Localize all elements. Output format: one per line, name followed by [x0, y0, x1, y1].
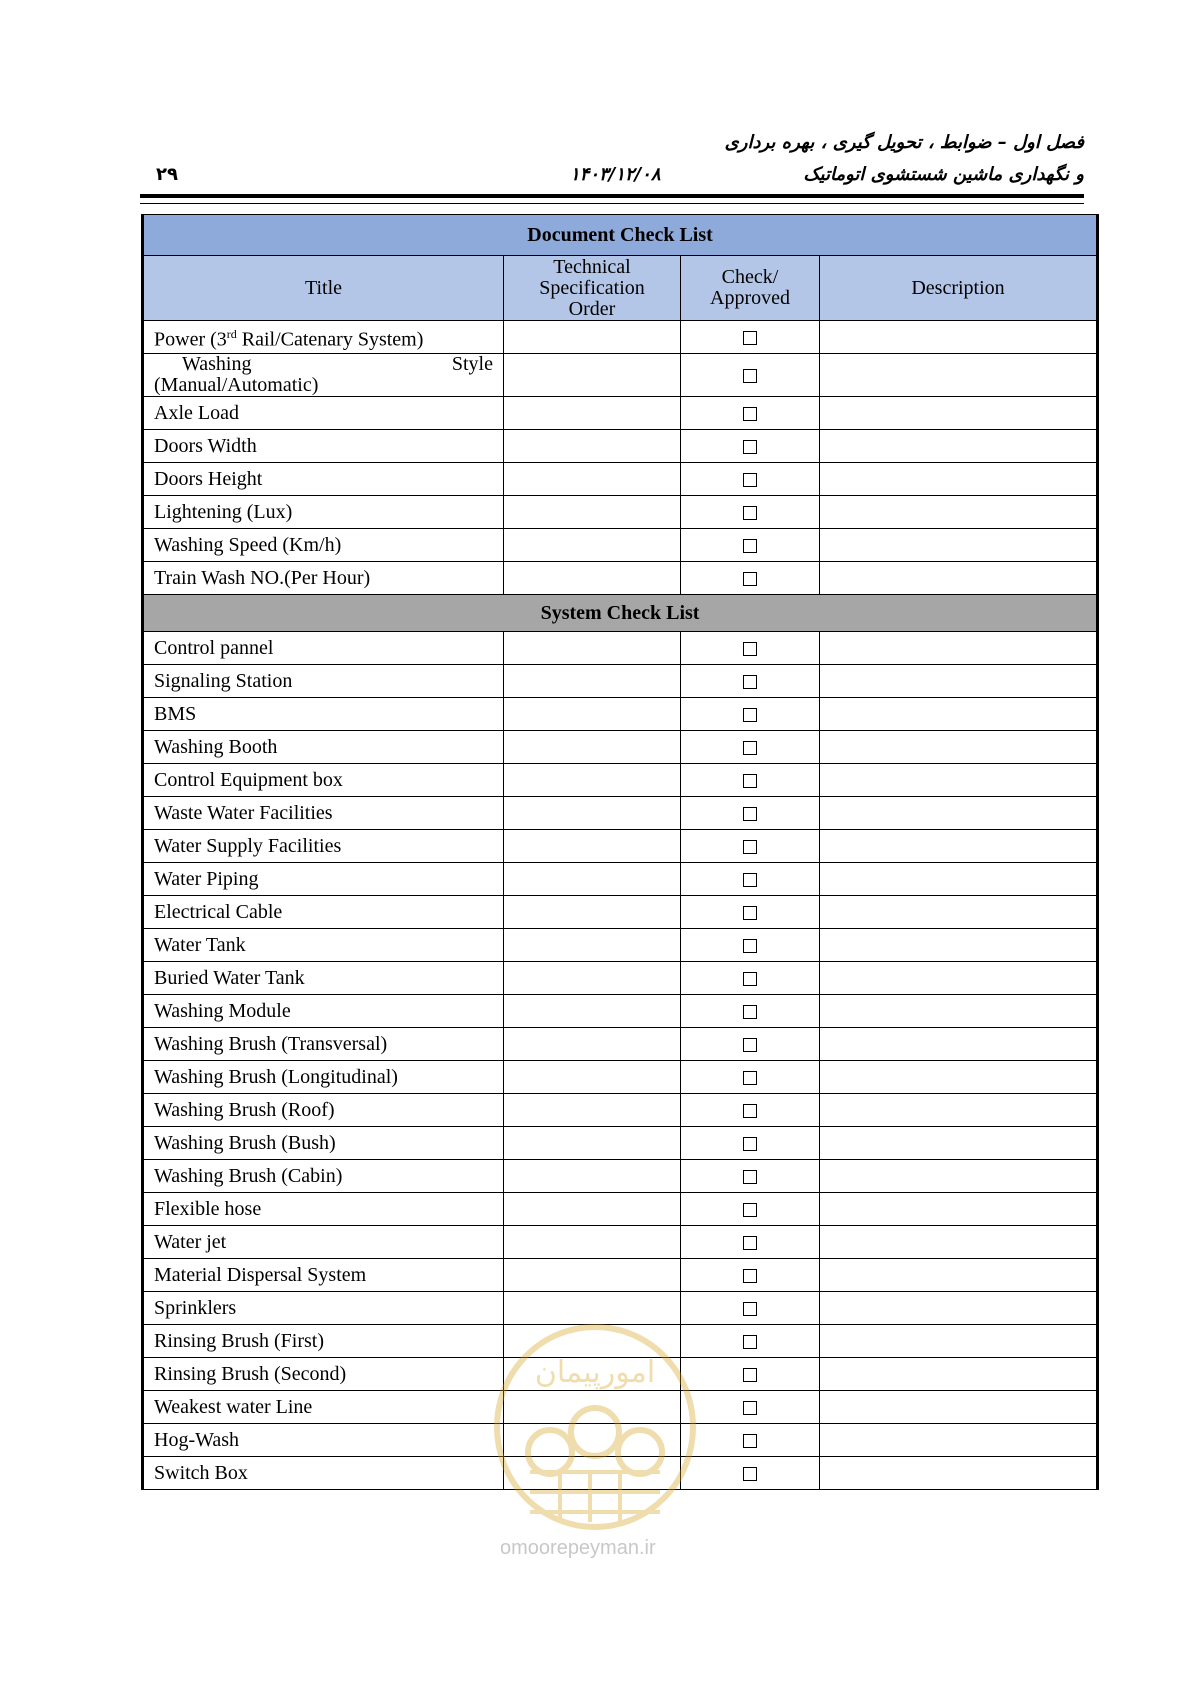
chapter-title-line1: فصل اول – ضوابط ، تحویل گیری ، بهره برداری [724, 132, 1084, 153]
row-title: Washing Module [143, 995, 504, 1028]
checkbox-icon[interactable] [743, 539, 757, 553]
row-title: Axle Load [143, 397, 504, 430]
row-title: Doors Height [143, 463, 504, 496]
checkbox-icon[interactable] [743, 807, 757, 821]
spec-cell[interactable] [504, 1193, 681, 1226]
spec-cell[interactable] [504, 463, 681, 496]
description-cell[interactable] [820, 731, 1098, 764]
description-cell[interactable] [820, 1226, 1098, 1259]
system-checklist-header [143, 595, 1098, 632]
table-row [143, 1061, 1098, 1094]
checklist-table [141, 214, 1099, 1490]
spec-cell[interactable] [504, 1094, 681, 1127]
check-cell [681, 1259, 820, 1292]
spec-cell[interactable] [504, 1259, 681, 1292]
checkbox-icon[interactable] [743, 1269, 757, 1283]
check-cell [681, 797, 820, 830]
table-row [143, 397, 1098, 430]
spec-line3: Order [568, 297, 616, 320]
column-technical-spec [504, 256, 681, 321]
spec-cell[interactable] [504, 632, 681, 665]
description-cell[interactable] [820, 1094, 1098, 1127]
spec-cell[interactable] [504, 1028, 681, 1061]
watermark-logo-icon [490, 1322, 700, 1532]
checkbox-icon[interactable] [743, 840, 757, 854]
check-cell [681, 1226, 820, 1259]
description-cell[interactable] [820, 496, 1098, 529]
spec-cell[interactable] [504, 496, 681, 529]
spec-cell[interactable] [504, 1226, 681, 1259]
description-cell[interactable] [820, 863, 1098, 896]
check-cell [681, 496, 820, 529]
description-cell[interactable] [820, 698, 1098, 731]
spec-cell[interactable] [504, 764, 681, 797]
checkbox-icon[interactable] [743, 1236, 757, 1250]
check-cell [681, 632, 820, 665]
description-cell[interactable] [820, 1424, 1098, 1457]
check-cell [681, 321, 820, 354]
checkbox-icon[interactable] [743, 506, 757, 520]
table-row [143, 1193, 1098, 1226]
check-cell [681, 463, 820, 496]
checkbox-icon[interactable] [743, 1401, 757, 1415]
page-number: ۲۹ [156, 164, 178, 185]
checkbox-icon[interactable] [743, 1302, 757, 1316]
checkbox-icon[interactable] [743, 1335, 757, 1349]
table-row [143, 995, 1098, 1028]
row-title: Weakest water Line [143, 1391, 504, 1424]
checkbox-icon[interactable] [743, 906, 757, 920]
description-cell[interactable] [820, 562, 1098, 595]
description-cell[interactable] [820, 1259, 1098, 1292]
check-cell [681, 1193, 820, 1226]
row-title: Washing Brush (Bush) [143, 1127, 504, 1160]
check-cell [681, 731, 820, 764]
table-row [143, 321, 1098, 354]
table-row [143, 830, 1098, 863]
description-cell[interactable] [820, 463, 1098, 496]
spec-cell[interactable] [504, 430, 681, 463]
check-cell [681, 1160, 820, 1193]
table-row [143, 632, 1098, 665]
spec-cell[interactable] [504, 1292, 681, 1325]
description-cell[interactable] [820, 397, 1098, 430]
document-checklist-title: Document Check List [143, 215, 1098, 256]
row-title: Flexible hose [143, 1193, 504, 1226]
checkbox-icon[interactable] [743, 675, 757, 689]
checkbox-icon[interactable] [743, 972, 757, 986]
description-cell[interactable] [820, 764, 1098, 797]
row-title: Water Piping [143, 863, 504, 896]
spec-cell[interactable] [504, 665, 681, 698]
table-row [143, 1259, 1098, 1292]
row-title-washing-style: Washing Style (Manual/Automatic) [143, 354, 504, 397]
description-cell[interactable] [820, 1193, 1098, 1226]
description-cell[interactable] [820, 1325, 1098, 1358]
check-cell [681, 1028, 820, 1061]
description-cell[interactable] [820, 962, 1098, 995]
check-cell [681, 1358, 820, 1391]
spec-cell[interactable] [504, 1061, 681, 1094]
column-check-approved [681, 256, 820, 321]
checkbox-icon[interactable] [743, 708, 757, 722]
row-title: Washing Booth [143, 731, 504, 764]
row-title: Rinsing Brush (First) [143, 1325, 504, 1358]
checkbox-icon[interactable] [743, 1368, 757, 1382]
row-title: Switch Box [143, 1457, 504, 1490]
row-title: Rinsing Brush (Second) [143, 1358, 504, 1391]
table-row [143, 1292, 1098, 1325]
check-cell [681, 1457, 820, 1490]
spec-line2: Specification [539, 276, 645, 299]
description-cell[interactable] [820, 1160, 1098, 1193]
check-cell [681, 830, 820, 863]
check-cell [681, 1391, 820, 1424]
description-cell[interactable] [820, 797, 1098, 830]
checkbox-icon[interactable] [743, 440, 757, 454]
spec-cell[interactable] [504, 962, 681, 995]
spec-cell[interactable] [504, 529, 681, 562]
row-title: Water Supply Facilities [143, 830, 504, 863]
checkbox-icon[interactable] [743, 1005, 757, 1019]
check-cell [681, 863, 820, 896]
row-title: Signaling Station [143, 665, 504, 698]
check-cell [681, 529, 820, 562]
check-cell [681, 1325, 820, 1358]
check-cell [681, 562, 820, 595]
header-rule [140, 194, 1084, 204]
check-line2: Approved [710, 287, 790, 309]
description-cell[interactable] [820, 529, 1098, 562]
checkbox-icon[interactable] [743, 1038, 757, 1052]
spec-cell[interactable] [504, 797, 681, 830]
spec-cell[interactable] [504, 863, 681, 896]
column-description: Description [820, 256, 1098, 321]
description-cell[interactable] [820, 1457, 1098, 1490]
checkbox-icon[interactable] [743, 1071, 757, 1085]
row-title: Washing Brush (Roof) [143, 1094, 504, 1127]
description-cell[interactable] [820, 1358, 1098, 1391]
check-cell [681, 764, 820, 797]
row-title: Material Dispersal System [143, 1259, 504, 1292]
chapter-title-line2: و نگهداری ماشین شستشوی اتوماتیک [803, 164, 1084, 185]
description-cell[interactable] [820, 665, 1098, 698]
row-title: Control Equipment box [143, 764, 504, 797]
table-row [143, 1127, 1098, 1160]
table-row [143, 1028, 1098, 1061]
description-cell[interactable] [820, 354, 1098, 397]
table-row [143, 698, 1098, 731]
checkbox-icon[interactable] [743, 774, 757, 788]
description-cell[interactable] [820, 1028, 1098, 1061]
row-title: Lightening (Lux) [143, 496, 504, 529]
row-title: BMS [143, 698, 504, 731]
spec-cell[interactable] [504, 698, 681, 731]
check-cell [681, 665, 820, 698]
spec-cell[interactable] [504, 830, 681, 863]
table-row [143, 354, 1098, 397]
description-cell[interactable] [820, 929, 1098, 962]
table-row [143, 962, 1098, 995]
table-row [143, 764, 1098, 797]
checkbox-icon[interactable] [743, 473, 757, 487]
row-title: Water jet [143, 1226, 504, 1259]
page-header [140, 128, 1084, 198]
row-title: Washing Speed (Km/h) [143, 529, 504, 562]
table-row [143, 665, 1098, 698]
description-cell[interactable] [820, 995, 1098, 1028]
checkbox-icon[interactable] [743, 1434, 757, 1448]
table-row [143, 1226, 1098, 1259]
row-title-power: Power (3rd Rail/Catenary System) [143, 321, 504, 354]
description-cell[interactable] [820, 632, 1098, 665]
row-title: Buried Water Tank [143, 962, 504, 995]
spec-cell[interactable] [504, 896, 681, 929]
document-checklist-header [143, 215, 1098, 256]
spec-cell[interactable] [504, 995, 681, 1028]
row-title: Hog-Wash [143, 1424, 504, 1457]
check-cell [681, 962, 820, 995]
spec-cell[interactable] [504, 397, 681, 430]
system-checklist-title: System Check List [143, 595, 1098, 632]
table-row [143, 1160, 1098, 1193]
table-row [143, 562, 1098, 595]
spec-cell[interactable] [504, 321, 681, 354]
watermark-site: omoorepeyman.ir [500, 1537, 656, 1559]
table-row [143, 1094, 1098, 1127]
spec-cell[interactable] [504, 1160, 681, 1193]
table-row [143, 731, 1098, 764]
description-cell[interactable] [820, 896, 1098, 929]
check-cell [681, 354, 820, 397]
row-title: Electrical Cable [143, 896, 504, 929]
spec-line1: Technical [553, 255, 631, 278]
row-title: Waste Water Facilities [143, 797, 504, 830]
row-title: Control pannel [143, 632, 504, 665]
row-title: Train Wash NO.(Per Hour) [143, 562, 504, 595]
check-cell [681, 698, 820, 731]
checkbox-icon[interactable] [743, 1137, 757, 1151]
column-headers [143, 256, 1098, 321]
row-title: Washing Brush (Transversal) [143, 1028, 504, 1061]
spec-cell[interactable] [504, 731, 681, 764]
watermark-logo-text: امورپیمان [534, 1355, 656, 1390]
row-title: Sprinklers [143, 1292, 504, 1325]
table-row [143, 797, 1098, 830]
checkbox-icon[interactable] [743, 1104, 757, 1118]
spec-cell[interactable] [504, 562, 681, 595]
row-title: Washing Brush (Cabin) [143, 1160, 504, 1193]
table-row [143, 929, 1098, 962]
checkbox-icon[interactable] [743, 1170, 757, 1184]
checkbox-icon[interactable] [743, 741, 757, 755]
checkbox-icon[interactable] [743, 331, 757, 345]
check-cell [681, 397, 820, 430]
checkbox-icon[interactable] [743, 572, 757, 586]
description-cell[interactable] [820, 830, 1098, 863]
spec-cell[interactable] [504, 354, 681, 397]
checkbox-icon[interactable] [743, 369, 757, 383]
check-cell [681, 430, 820, 463]
check-cell [681, 1094, 820, 1127]
table-row [143, 529, 1098, 562]
header-date: ۱۴۰۳/۱۲/۰۸ [570, 164, 661, 185]
row-title: Doors Width [143, 430, 504, 463]
check-cell [681, 1424, 820, 1457]
table-row [143, 896, 1098, 929]
checkbox-icon[interactable] [743, 407, 757, 421]
check-cell [681, 896, 820, 929]
table-row [143, 463, 1098, 496]
description-cell[interactable] [820, 430, 1098, 463]
row-title: Washing Brush (Longitudinal) [143, 1061, 504, 1094]
check-line1: Check/ [721, 266, 779, 288]
checkbox-icon[interactable] [743, 642, 757, 656]
checkbox-icon[interactable] [743, 1467, 757, 1481]
description-cell[interactable] [820, 321, 1098, 354]
column-title: Title [143, 256, 504, 321]
table-row [143, 496, 1098, 529]
checkbox-icon[interactable] [743, 939, 757, 953]
description-cell[interactable] [820, 1061, 1098, 1094]
spec-cell[interactable] [504, 929, 681, 962]
check-cell [681, 995, 820, 1028]
row-title: Water Tank [143, 929, 504, 962]
check-cell [681, 1127, 820, 1160]
spec-cell[interactable] [504, 1127, 681, 1160]
table-row [143, 863, 1098, 896]
description-cell[interactable] [820, 1391, 1098, 1424]
table-row [143, 430, 1098, 463]
description-cell[interactable] [820, 1127, 1098, 1160]
checkbox-icon[interactable] [743, 1203, 757, 1217]
check-cell [681, 929, 820, 962]
check-cell [681, 1061, 820, 1094]
check-cell [681, 1292, 820, 1325]
checkbox-icon[interactable] [743, 873, 757, 887]
description-cell[interactable] [820, 1292, 1098, 1325]
